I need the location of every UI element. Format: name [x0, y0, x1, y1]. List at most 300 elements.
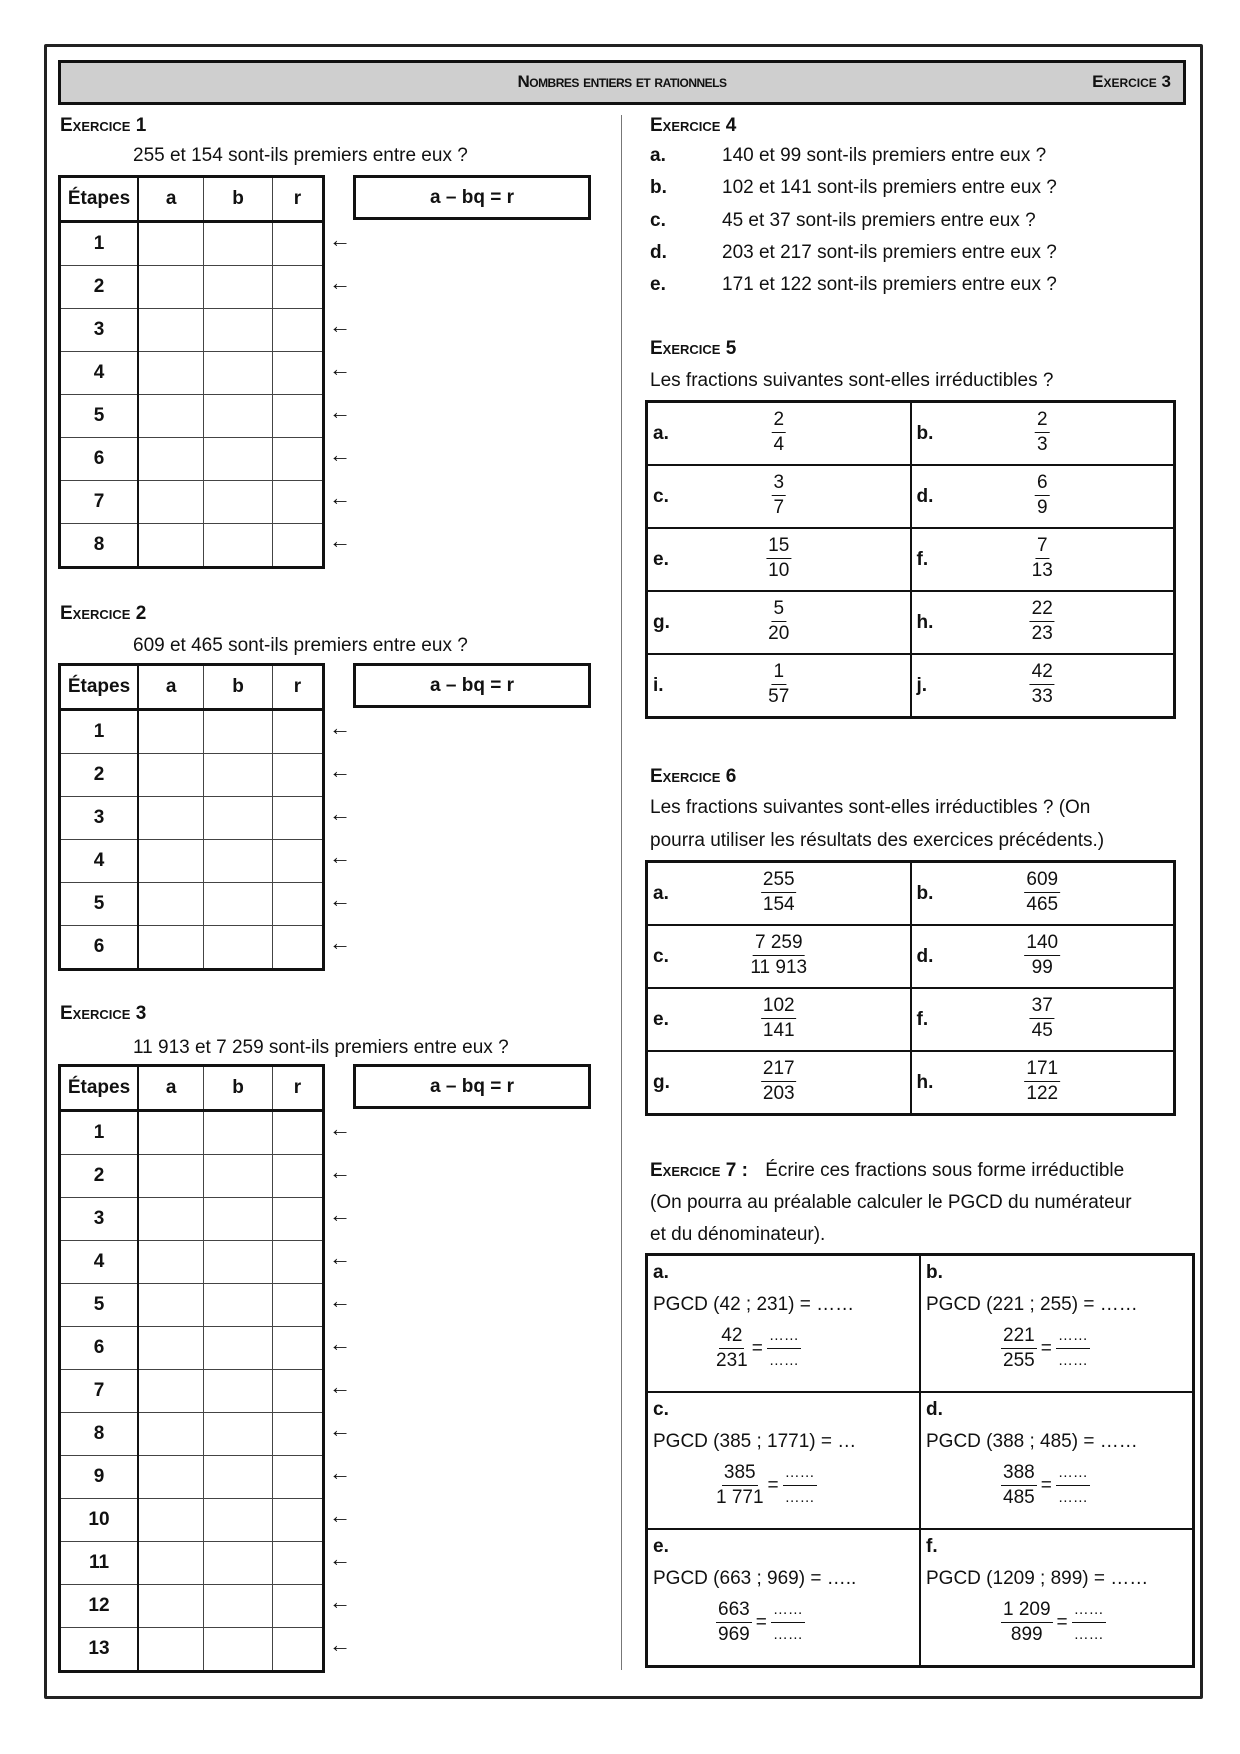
item-letter: c.	[650, 209, 666, 231]
cell-b[interactable]	[204, 1327, 273, 1370]
numerator: 3	[771, 471, 786, 496]
cell-r[interactable]	[272, 1628, 323, 1672]
answer-fraction	[767, 1324, 801, 1373]
cell-a[interactable]	[138, 266, 204, 309]
cell-r[interactable]	[272, 1155, 323, 1198]
column-header-etapes: Étapes	[60, 177, 139, 222]
fraction	[1024, 931, 1060, 980]
cell-r[interactable]	[272, 481, 323, 524]
cell-a[interactable]	[138, 797, 204, 840]
arrow-left-icon: ←	[329, 1503, 351, 1528]
cell-a[interactable]	[138, 1327, 204, 1370]
answer-fraction	[1072, 1598, 1106, 1647]
arrow-left-icon: ←	[329, 1116, 351, 1141]
cell-r[interactable]	[272, 1327, 323, 1370]
item-letter: c.	[653, 1399, 669, 1420]
column-header-etapes: Étapes	[60, 1066, 139, 1111]
cell-r[interactable]	[272, 883, 323, 926]
answer-numerator[interactable]: ……	[1056, 1461, 1090, 1486]
cell-a[interactable]	[138, 524, 204, 568]
denominator: 899	[1010, 1624, 1043, 1645]
arrow-left-icon: ←	[329, 356, 351, 381]
arrow-left-icon: ←	[329, 313, 351, 338]
cell-a[interactable]	[138, 1241, 204, 1284]
arrow-left-icon: ←	[329, 1460, 351, 1485]
item-letter: h.	[916, 1071, 934, 1093]
numerator: 6	[1035, 471, 1050, 496]
ex6-question-line1: Les fractions suivantes sont-elles irréductibles ? (On	[650, 797, 1091, 818]
ex3-label: Exercice 3	[60, 1003, 147, 1024]
ex6-label: Exercice 6	[650, 766, 737, 787]
fraction-cell	[647, 465, 911, 528]
item-letter: a.	[653, 422, 669, 444]
cell-r[interactable]	[272, 1499, 323, 1542]
cell-r[interactable]	[272, 266, 323, 309]
cell-b[interactable]	[204, 1542, 273, 1585]
cell-r[interactable]	[272, 438, 323, 481]
answer-fraction	[1056, 1324, 1090, 1373]
arrow-left-icon: ←	[329, 801, 351, 826]
denominator: 485	[1003, 1487, 1035, 1508]
item-letter: b.	[916, 422, 934, 444]
cell-r[interactable]	[272, 524, 323, 568]
answer-denominator[interactable]: ……	[1057, 1489, 1088, 1506]
answer-denominator[interactable]: ……	[772, 1626, 803, 1643]
pgcd-line: PGCD (42 ; 231) = ……	[653, 1294, 855, 1315]
item-letter: d.	[926, 1399, 943, 1420]
numerator: 663	[716, 1598, 752, 1623]
table-row	[60, 1628, 324, 1672]
fraction	[716, 1324, 748, 1373]
cell-b[interactable]	[204, 1284, 273, 1327]
answer-denominator[interactable]: ……	[1057, 1352, 1088, 1369]
ex7-cell	[920, 1529, 1194, 1667]
ex7-cell	[920, 1392, 1194, 1529]
arrow-left-icon: ←	[329, 227, 351, 252]
ex5-question: Les fractions suivantes sont-elles irréductibles ?	[650, 370, 1054, 391]
table-row	[647, 1529, 1194, 1667]
denominator: 20	[768, 622, 790, 644]
cell-a[interactable]	[138, 309, 204, 352]
cell-r[interactable]	[272, 926, 323, 970]
ex1-label: Exercice 1	[60, 115, 147, 136]
column-header-b: b	[204, 665, 273, 710]
table-row	[647, 591, 1175, 654]
denominator: 33	[1031, 685, 1053, 707]
step-number: 4	[60, 1241, 139, 1284]
header-title: Nombres entiers et rationnels	[517, 72, 727, 91]
cell-r[interactable]	[272, 797, 323, 840]
cell-b[interactable]	[204, 1499, 273, 1542]
cell-b[interactable]	[204, 1155, 273, 1198]
denominator: 23	[1031, 622, 1053, 644]
formula-box: a – bq = r	[353, 175, 591, 220]
denominator: 57	[768, 685, 790, 707]
fraction	[1001, 1598, 1053, 1647]
ex2-question: 609 et 465 sont-ils premiers entre eux ?	[133, 635, 468, 656]
cell-a[interactable]	[138, 840, 204, 883]
answer-denominator[interactable]: ……	[1073, 1626, 1104, 1643]
item-letter: a.	[653, 882, 669, 904]
fraction	[766, 534, 791, 583]
ex5-fraction-table	[645, 400, 1176, 719]
step-number: 5	[60, 395, 139, 438]
cell-b[interactable]	[204, 710, 273, 754]
fraction-equation	[716, 1598, 805, 1647]
equals-sign: =	[1040, 1337, 1052, 1359]
cell-b[interactable]	[204, 797, 273, 840]
ex7-line3: et du dénominateur).	[650, 1224, 826, 1245]
step-number: 13	[60, 1628, 139, 1672]
item-letter: h.	[916, 611, 934, 633]
cell-a[interactable]	[138, 1628, 204, 1672]
cell-b[interactable]	[204, 883, 273, 926]
table-row	[60, 710, 324, 754]
item-letter: a.	[653, 1262, 669, 1283]
table-row	[60, 481, 324, 524]
cell-b[interactable]	[204, 352, 273, 395]
cell-r[interactable]	[272, 1585, 323, 1628]
denominator: 203	[762, 1082, 795, 1104]
fraction	[716, 1461, 764, 1510]
arrow-left-icon: ←	[329, 1331, 351, 1356]
cell-a[interactable]	[138, 754, 204, 797]
table-row	[647, 925, 1175, 988]
arrow-left-icon: ←	[329, 1245, 351, 1270]
fraction	[768, 597, 789, 646]
formula-box: a – bq = r	[353, 1064, 591, 1109]
arrow-left-icon: ←	[329, 1632, 351, 1657]
fraction	[761, 994, 797, 1043]
cell-a[interactable]	[138, 222, 204, 266]
step-number: 4	[60, 840, 139, 883]
cell-a[interactable]	[138, 1284, 204, 1327]
table-row	[647, 1051, 1175, 1115]
answer-numerator[interactable]: ……	[783, 1461, 817, 1486]
item-letter: e.	[653, 1008, 669, 1030]
item-letter: e.	[650, 274, 666, 296]
arrow-left-icon: ←	[329, 1202, 351, 1227]
cell-a[interactable]	[138, 1456, 204, 1499]
fraction	[1030, 994, 1055, 1043]
table-row	[60, 222, 324, 266]
cell-r[interactable]	[272, 840, 323, 883]
equals-sign: =	[1056, 1611, 1068, 1633]
ex7-cell	[920, 1255, 1194, 1393]
table-row	[60, 1198, 324, 1241]
fraction	[1024, 868, 1060, 917]
step-number: 6	[60, 1327, 139, 1370]
cell-r[interactable]	[272, 754, 323, 797]
table-row	[60, 797, 324, 840]
answer-numerator[interactable]: ……	[1056, 1324, 1090, 1349]
fraction	[1035, 471, 1050, 520]
ex7-line1: Écrire ces fractions sous forme irréductible	[765, 1160, 1125, 1181]
table-row	[647, 988, 1175, 1051]
cell-b[interactable]	[204, 840, 273, 883]
cell-b[interactable]	[204, 1456, 273, 1499]
table-row	[647, 528, 1175, 591]
cell-b[interactable]	[204, 395, 273, 438]
cell-b[interactable]	[204, 926, 273, 970]
item-letter: b.	[650, 177, 667, 199]
step-number: 6	[60, 438, 139, 481]
arrow-left-icon: ←	[329, 399, 351, 424]
item-letter: b.	[926, 1262, 943, 1283]
cell-a[interactable]	[138, 1413, 204, 1456]
arrow-left-icon: ←	[329, 715, 351, 740]
fraction	[1001, 1324, 1037, 1373]
column-header-a: a	[138, 665, 204, 710]
table-row	[60, 1241, 324, 1284]
numerator: 7	[1035, 534, 1050, 559]
cell-b[interactable]	[204, 1413, 273, 1456]
cell-b[interactable]	[204, 524, 273, 568]
fraction-cell	[911, 402, 1175, 466]
numerator: 221	[1001, 1324, 1037, 1349]
denominator: 45	[1031, 1019, 1053, 1041]
denominator: 969	[718, 1624, 750, 1645]
column-header-a: a	[138, 177, 204, 222]
item-letter: e.	[653, 548, 669, 570]
table-row	[60, 266, 324, 309]
cell-a[interactable]	[138, 883, 204, 926]
table-row	[60, 754, 324, 797]
fraction	[768, 660, 789, 709]
arrow-left-icon: ←	[329, 442, 351, 467]
fraction	[1001, 1461, 1037, 1510]
table-row	[60, 1284, 324, 1327]
step-number: 6	[60, 926, 139, 970]
cell-b[interactable]	[204, 1585, 273, 1628]
item-letter: b.	[916, 882, 934, 904]
item-letter: a.	[650, 145, 666, 166]
item-question: 203 et 217 sont-ils premiers entre eux ?	[722, 241, 1057, 263]
cell-b[interactable]	[204, 222, 273, 266]
step-number: 4	[60, 352, 139, 395]
column-header-a: a	[138, 1066, 204, 1111]
fraction	[1024, 1057, 1060, 1106]
fraction-cell	[911, 1051, 1175, 1115]
fraction	[771, 408, 786, 457]
step-number: 2	[60, 266, 139, 309]
answer-numerator[interactable]: ……	[1072, 1598, 1106, 1623]
numerator: 42	[1030, 660, 1055, 685]
fraction	[1032, 534, 1053, 583]
fraction-cell	[911, 465, 1175, 528]
cell-a[interactable]	[138, 1499, 204, 1542]
denominator: 99	[1031, 956, 1053, 978]
cell-r[interactable]	[272, 352, 323, 395]
table-row	[60, 1542, 324, 1585]
cell-r[interactable]	[272, 309, 323, 352]
item-question: 45 et 37 sont-ils premiers entre eux ?	[722, 209, 1036, 231]
fraction-cell	[911, 862, 1175, 926]
numerator: 102	[761, 994, 797, 1019]
answer-denominator[interactable]: ……	[768, 1352, 799, 1369]
fraction	[761, 1057, 797, 1106]
ex7-cell	[647, 1255, 921, 1393]
fraction-cell	[647, 528, 911, 591]
cell-a[interactable]	[138, 1370, 204, 1413]
answer-fraction	[783, 1461, 817, 1510]
answer-numerator[interactable]: ……	[771, 1598, 805, 1623]
fraction-cell	[647, 654, 911, 718]
fraction	[761, 868, 797, 917]
table-row	[60, 309, 324, 352]
cell-a[interactable]	[138, 1155, 204, 1198]
cell-b[interactable]	[204, 1370, 273, 1413]
column-divider	[621, 115, 622, 1670]
fraction-cell	[911, 925, 1175, 988]
header-exercise: Exercice 3	[1092, 72, 1171, 91]
cell-a[interactable]	[138, 352, 204, 395]
fraction-equation	[1001, 1324, 1090, 1373]
ex7-cell	[647, 1392, 921, 1529]
fraction	[771, 471, 786, 520]
step-number: 1	[60, 710, 139, 754]
column-header-r: r	[272, 177, 323, 222]
cell-b[interactable]	[204, 1111, 273, 1155]
cell-b[interactable]	[204, 754, 273, 797]
step-number: 8	[60, 524, 139, 568]
numerator: 140	[1024, 931, 1060, 956]
item-letter: c.	[653, 485, 669, 507]
cell-b[interactable]	[204, 1241, 273, 1284]
cell-b[interactable]	[204, 481, 273, 524]
cell-r[interactable]	[272, 1111, 323, 1155]
table-row	[60, 1499, 324, 1542]
formula-box: a – bq = r	[353, 663, 591, 708]
numerator: 255	[761, 868, 797, 893]
item-letter: g.	[653, 611, 670, 633]
step-number: 1	[60, 222, 139, 266]
denominator: 1 771	[716, 1487, 764, 1508]
cell-b[interactable]	[204, 1628, 273, 1672]
fraction-cell	[647, 402, 911, 466]
table-row	[60, 883, 324, 926]
column-header-b: b	[204, 1066, 273, 1111]
step-number: 2	[60, 754, 139, 797]
table-row	[647, 862, 1175, 926]
step-number: 1	[60, 1111, 139, 1155]
item-letter: g.	[653, 1071, 670, 1093]
cell-a[interactable]	[138, 395, 204, 438]
fraction	[1030, 597, 1055, 646]
ex7-line2: (On pourra au préalable calculer le PGCD du numérateur	[650, 1192, 1132, 1213]
cell-r[interactable]	[272, 1413, 323, 1456]
item-letter: j.	[916, 674, 928, 696]
cell-a[interactable]	[138, 1111, 204, 1155]
cell-a[interactable]	[138, 926, 204, 970]
table-row	[647, 1392, 1194, 1529]
arrow-left-icon: ←	[329, 930, 351, 955]
cell-b[interactable]	[204, 309, 273, 352]
cell-r[interactable]	[272, 395, 323, 438]
cell-r[interactable]	[272, 1542, 323, 1585]
cell-r[interactable]	[272, 1370, 323, 1413]
pgcd-line: PGCD (221 ; 255) = ……	[926, 1294, 1138, 1315]
denominator: 141	[762, 1019, 795, 1041]
answer-numerator[interactable]: ……	[767, 1324, 801, 1349]
step-number: 3	[60, 797, 139, 840]
arrow-left-icon: ←	[329, 1589, 351, 1614]
item-letter: f.	[916, 548, 929, 570]
numerator: 217	[761, 1057, 797, 1082]
ex3-table	[58, 1064, 325, 1673]
table-row	[60, 1327, 324, 1370]
cell-b[interactable]	[204, 438, 273, 481]
page-header	[58, 60, 1186, 105]
table-row	[60, 1585, 324, 1628]
item-letter: e.	[653, 1536, 669, 1557]
step-number: 11	[60, 1542, 139, 1585]
fraction-cell	[647, 988, 911, 1051]
numerator: 2	[1035, 408, 1050, 433]
denominator: 10	[768, 559, 790, 581]
cell-a[interactable]	[138, 481, 204, 524]
fraction-cell	[647, 862, 911, 926]
step-number: 12	[60, 1585, 139, 1628]
arrow-left-icon: ←	[329, 528, 351, 553]
cell-a[interactable]	[138, 1198, 204, 1241]
arrow-left-icon: ←	[329, 758, 351, 783]
pgcd-line: PGCD (385 ; 1771) = …	[653, 1431, 857, 1452]
ex6-fraction-table	[645, 860, 1176, 1116]
cell-r[interactable]	[272, 1241, 323, 1284]
numerator: 22	[1030, 597, 1055, 622]
cell-r[interactable]	[272, 222, 323, 266]
denominator: 465	[1026, 893, 1059, 915]
arrow-left-icon: ←	[329, 844, 351, 869]
ex2-label: Exercice 2	[60, 603, 147, 624]
table-row	[60, 1155, 324, 1198]
fraction-cell	[911, 988, 1175, 1051]
cell-a[interactable]	[138, 710, 204, 754]
table-row	[60, 1111, 324, 1155]
answer-denominator[interactable]: ……	[784, 1489, 815, 1506]
cell-a[interactable]	[138, 438, 204, 481]
column-header-r: r	[272, 665, 323, 710]
equals-sign: =	[767, 1474, 779, 1496]
column-header-r: r	[272, 1066, 323, 1111]
table-row	[60, 395, 324, 438]
cell-r[interactable]	[272, 1456, 323, 1499]
cell-b[interactable]	[204, 266, 273, 309]
item-letter: d.	[650, 241, 667, 263]
cell-r[interactable]	[272, 1198, 323, 1241]
numerator: 1	[771, 660, 786, 685]
cell-b[interactable]	[204, 1198, 273, 1241]
arrow-left-icon: ←	[329, 1417, 351, 1442]
table-row	[647, 654, 1175, 718]
ex7-table	[645, 1253, 1195, 1668]
fraction	[1030, 660, 1055, 709]
fraction	[750, 931, 807, 980]
cell-a[interactable]	[138, 1542, 204, 1585]
cell-a[interactable]	[138, 1585, 204, 1628]
fraction-equation	[1001, 1598, 1106, 1647]
table-row	[647, 465, 1175, 528]
ex1-table	[58, 175, 325, 569]
table-row	[60, 1456, 324, 1499]
denominator: 13	[1031, 559, 1053, 581]
ex7-cell	[647, 1529, 921, 1667]
cell-r[interactable]	[272, 1284, 323, 1327]
cell-r[interactable]	[272, 710, 323, 754]
item-letter: c.	[653, 945, 669, 967]
step-number: 5	[60, 883, 139, 926]
